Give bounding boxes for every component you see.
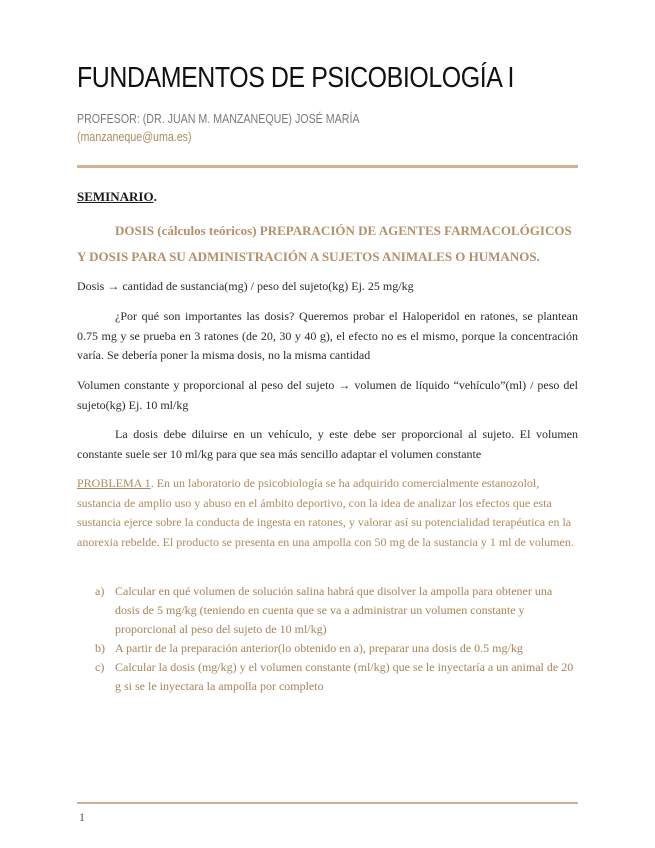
dosis-definition: Dosis → cantidad de sustancia(mg) / peso del sujeto(kg) Ej. 25 mg/kg	[77, 279, 414, 293]
document-title: FUNDAMENTOS DE PSICOBIOLOGÍA I	[77, 62, 515, 94]
item-marker: c)	[95, 660, 105, 674]
section-label-dot: .	[153, 189, 157, 204]
section-heading-line-2: Y DOSIS PARA SU ADMINISTRACIÓN A SUJETOS ANIMALES O HUMANOS.	[77, 249, 540, 264]
problem-statement	[77, 474, 578, 552]
problem-item-a	[77, 582, 578, 639]
item-text: Calcular la dosis (mg/kg) y el volumen constante (ml/kg) que se le inyectaría a un animal de 20 g si se le inyectara la ampolla por completo	[115, 660, 574, 693]
section-heading	[77, 218, 578, 270]
section-label	[77, 189, 157, 205]
volume-definition: Volumen constante y proporcional al peso del sujeto → volumen de líquido “vehículo”(ml) / peso del sujeto(kg) Ej. 10 ml/kg	[77, 378, 578, 412]
section-heading-line-1: DOSIS (cálculos teóricos) PREPARACIÓN DE AGENTES FARMACOLÓGICOS	[115, 223, 572, 238]
importance-paragraph: ¿Por qué son importantes las dosis? Queremos probar el Haloperidol en ratones, se plantean 0.75 mg y se prueba en 3 ratones (de 20, 30 y 40 g), el efecto no es el mismo, porque la concentración varía. Se debería poner la misma dosis, no la misma cantidad	[77, 309, 578, 362]
header-divider	[77, 165, 578, 168]
problem-text: . En un laboratorio de psicobiología se ha adquirido comercialmente estanozolol, sustancia de amplio uso y abuso en el ámbito deportivo, con la idea de analizar los efectos que esta sustancia ejerce sobre la conducta de ingesta en ratones, y valorar así su potencialidad terapéutica en la anorexia rebelde. El producto se presenta en una ampolla con 50 mg de la sustancia y 1 ml de volumen.	[77, 476, 574, 549]
footer-divider	[77, 802, 578, 804]
item-marker: b)	[95, 641, 105, 655]
problem-items	[77, 582, 578, 696]
professor-line: PROFESOR: (DR. JUAN M. MANZANEQUE) JOSÉ MARÍA	[77, 111, 360, 126]
section-label-text: SEMINARIO	[77, 189, 154, 204]
professor-email: (manzaneque@uma.es)	[77, 129, 192, 144]
problem-item-b	[77, 639, 578, 658]
item-text: A partir de la preparación anterior(lo obtenido en a), preparar una dosis de 0.5 mg/kg	[115, 641, 523, 655]
dilution-paragraph: La dosis debe diluirse en un vehículo, y este debe ser proporcional al sujeto. El volumen constante suele ser 10 ml/kg para que sea más sencillo adaptar el volumen constante	[77, 427, 578, 461]
item-marker: a)	[95, 584, 105, 598]
problem-item-c	[77, 658, 578, 696]
problem-title: PROBLEMA 1	[77, 476, 151, 490]
item-text: Calcular en qué volumen de solución salina habrá que disolver la ampolla para obtener una dosis de 5 mg/kg (teniendo en cuenta que se va a administrar un volumen constante y proporcional al peso del sujeto de 10 ml/kg)	[115, 584, 553, 636]
page-number: 1	[79, 810, 85, 824]
